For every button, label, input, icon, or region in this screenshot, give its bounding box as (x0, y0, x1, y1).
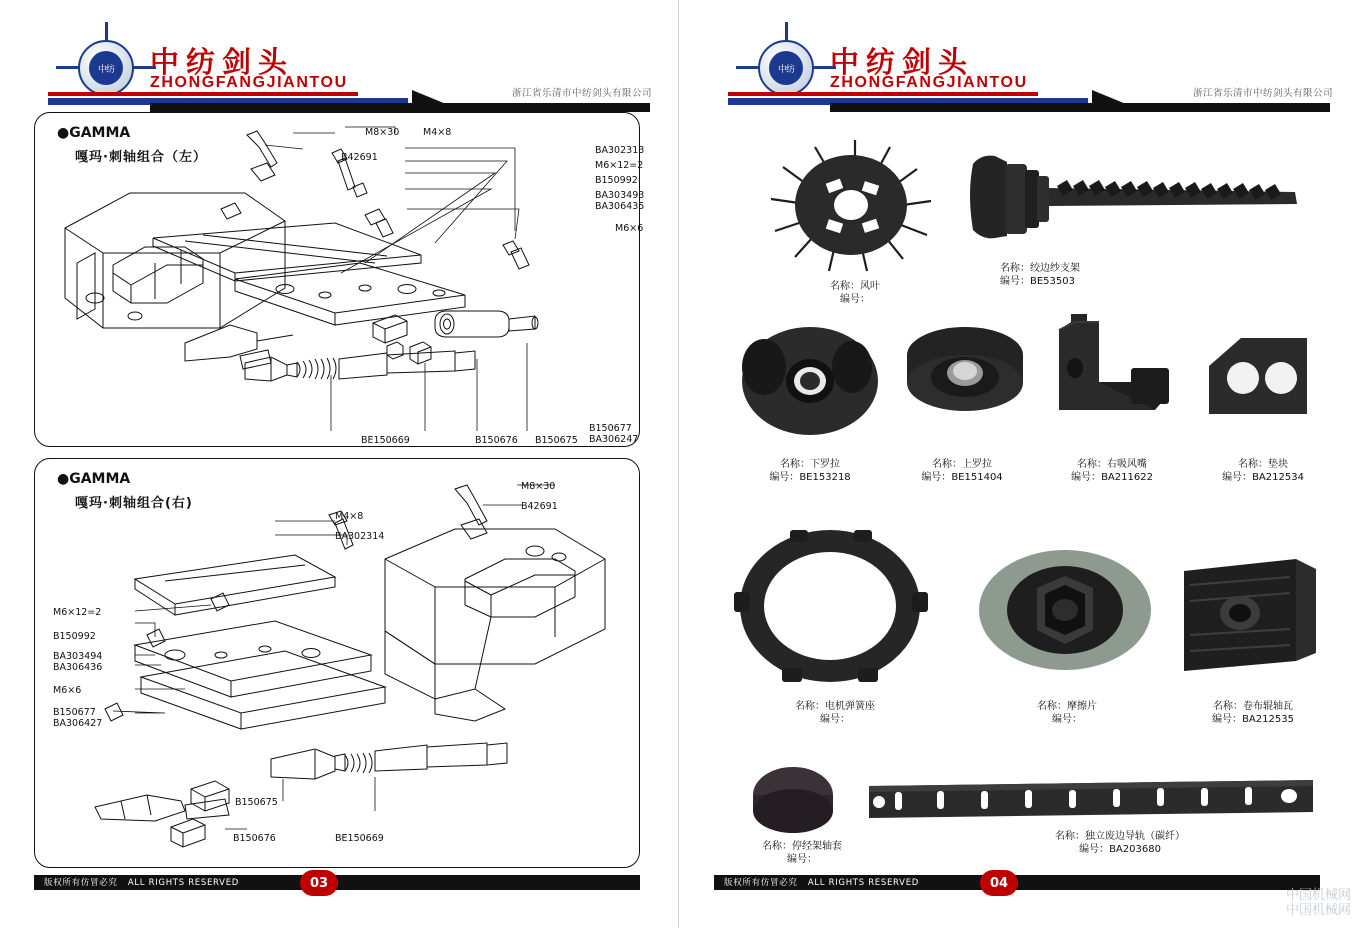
label-name-1: 名称： (1000, 263, 1030, 274)
brand-logo-icon (78, 40, 134, 96)
header-rule-red-right (728, 92, 1038, 96)
label-name-3: 名称： (932, 459, 962, 470)
callout-b150992-1: B150992 (595, 175, 638, 186)
part-code-1: BE53503 (1030, 276, 1075, 287)
label-code-3: 编号： (921, 472, 952, 483)
label-code-1: 编号： (1000, 276, 1030, 287)
part-image-friction-disc (975, 540, 1155, 680)
part-image-leno-yarn-bracket (965, 140, 1325, 270)
part-image-spacer-block (1195, 330, 1325, 450)
part-name-6: 电机弹簧座 (825, 701, 875, 712)
callout-b42691-1: B42691 (341, 152, 378, 163)
part-code-8: BA212535 (1242, 714, 1294, 725)
watermark-line-1: 中国机械网 (1285, 888, 1351, 903)
callout-b150992-2: B150992 (53, 631, 96, 642)
part-image-drop-wire-bushing (735, 755, 855, 845)
label-code-0: 编号： (840, 294, 870, 305)
brand-logo-text-right: 中纺 (769, 51, 803, 85)
label-code-6: 编号： (820, 714, 850, 725)
part-name-7: 摩擦片 (1067, 701, 1097, 712)
brand-name-en: ZHONGFANGJIANTOU (150, 74, 348, 91)
part-caption-leno-yarn-bracket (1000, 262, 1290, 288)
panel-gamma-right (34, 458, 640, 868)
brand-logo-icon-right (758, 40, 814, 96)
callout-m6x12-2: M6×12=2 (53, 607, 102, 618)
watermark-line-2: 中国机械网 (1285, 903, 1351, 918)
callout-be150669-2: BE150669 (335, 833, 384, 844)
callout-m8x30-1: M8×30 (365, 127, 400, 138)
page-right (680, 0, 1359, 928)
brand-name-cn-right: 中纺剑头 (830, 45, 975, 79)
callout-m6x12-1: M6×12=2 (595, 160, 644, 171)
part-name-1: 绞边纱支架 (1030, 263, 1080, 274)
part-image-cloth-roller-bearing (1170, 545, 1330, 685)
part-caption-cloth-roller-bearing (1158, 700, 1348, 726)
callout-b150677-2: B150677 (53, 707, 96, 718)
footer-text-right (724, 876, 919, 888)
part-code-5: BA212534 (1252, 472, 1304, 483)
label-name-7: 名称： (1037, 701, 1067, 712)
panel-gamma-left (34, 112, 645, 447)
callout-b42691-2: B42691 (521, 501, 558, 512)
page-number-left: 03 (300, 870, 338, 896)
part-name-9: 停经架轴套 (792, 841, 842, 852)
label-name-4: 名称： (1077, 459, 1107, 470)
callout-m6x6-1: M6×6 (615, 223, 644, 234)
callout-b150675-2: B150675 (235, 797, 278, 808)
part-image-upper-roller (885, 315, 1045, 445)
callout-b150675-1: B150675 (535, 435, 578, 446)
part-caption-fan-blade (715, 280, 995, 306)
callout-ba303493: BA303493 (595, 190, 645, 201)
callout-ba306427: BA306427 (53, 718, 103, 729)
callout-ba302314: BA302314 (335, 531, 385, 542)
page-header-left (0, 14, 678, 99)
brand-name-en-right: ZHONGFANGJIANTOU (830, 74, 1028, 91)
header-rule-black (150, 103, 650, 112)
brand-name-cn: 中纺剑头 (150, 45, 295, 79)
label-code-5: 编号： (1222, 472, 1253, 483)
part-image-motor-spring-seat (730, 520, 940, 695)
label-code-7: 编号： (1052, 714, 1082, 725)
callout-be150669-1: BE150669 (361, 435, 410, 446)
part-name-10: 独立废边导轨（碳纤） (1085, 831, 1185, 842)
part-name-5: 垫块 (1268, 459, 1288, 470)
callout-b150677-1: B150677 (589, 423, 632, 434)
header-arrow-icon-right (1092, 90, 1126, 104)
part-code-10: BA203680 (1109, 844, 1161, 855)
callout-ba306247: BA306247 (589, 434, 639, 445)
logo-crosshair-left-r (736, 66, 758, 69)
label-code-10: 编号： (1079, 844, 1110, 855)
part-code-3: BE151404 (951, 472, 1003, 483)
part-image-selvedge-guide-rail (865, 770, 1325, 830)
header-arrow-icon (412, 90, 446, 104)
part-name-2: 下罗拉 (810, 459, 840, 470)
label-name-10: 名称： (1055, 831, 1085, 842)
part-name-4: 右吸风嘴 (1107, 459, 1147, 470)
label-name-0: 名称： (830, 281, 860, 292)
label-name-2: 名称： (780, 459, 810, 470)
callout-b150676-1: B150676 (475, 435, 518, 446)
watermark (1286, 888, 1351, 918)
logo-crosshair-left (56, 66, 78, 69)
part-caption-friction-disc (962, 700, 1172, 726)
logo-crosshair-top-r (785, 22, 788, 40)
callout-m6x6-2: M6×6 (53, 685, 82, 696)
company-name-left: 浙江省乐清市中纺剑头有限公司 (511, 88, 652, 99)
company-name-right: 浙江省乐清市中纺剑头有限公司 (1192, 88, 1333, 99)
part-code-2: BE153218 (799, 472, 851, 483)
part-caption-motor-spring-seat (710, 700, 960, 726)
header-rule-red (48, 92, 358, 96)
part-code-4: BA211622 (1101, 472, 1153, 483)
brand-logo-text: 中纺 (89, 51, 123, 85)
footer-rights-en-left: ALL RIGHTS RESERVED (127, 878, 240, 888)
callout-ba306435: BA306435 (595, 201, 645, 212)
callout-b150676-2: B150676 (233, 833, 276, 844)
label-code-9: 编号： (787, 854, 817, 865)
part-name-8: 卷布辊轴瓦 (1243, 701, 1293, 712)
part-image-right-suction-nozzle (1035, 308, 1195, 438)
label-name-5: 名称： (1238, 459, 1268, 470)
logo-crosshair-top (105, 22, 108, 40)
page-left (0, 0, 679, 928)
panel-title-2: ●GAMMA (57, 471, 131, 487)
panel-subtitle-1: 嘎玛·刺轴组合（左） (75, 150, 207, 165)
callout-ba303494: BA303494 (53, 651, 103, 662)
page-header-right (680, 14, 1359, 99)
callout-m8x30-2: M8×30 (521, 481, 556, 492)
callout-ba302313: BA302313 (595, 145, 645, 156)
panel-title-1: ●GAMMA (57, 125, 131, 141)
footer-rights-cn-right: 版权所有仿冒必究 (724, 878, 798, 888)
header-rule-black-right (830, 103, 1330, 112)
footer-rights-en-right: ALL RIGHTS RESERVED (807, 878, 920, 888)
label-code-8: 编号： (1212, 714, 1243, 725)
label-name-9: 名称： (762, 841, 792, 852)
label-code-2: 编号： (769, 472, 800, 483)
part-caption-drop-wire-bushing (712, 840, 892, 866)
footer-rights-cn-left: 版权所有仿冒必究 (44, 878, 118, 888)
part-caption-selvedge-guide-rail (970, 830, 1270, 856)
label-name-6: 名称： (795, 701, 825, 712)
part-image-lower-roller (730, 315, 890, 445)
part-name-3: 上罗拉 (962, 459, 992, 470)
part-caption-spacer-block (1178, 458, 1348, 484)
label-name-8: 名称： (1213, 701, 1243, 712)
panel-subtitle-2: 嘎玛·刺轴组合(右) (75, 496, 193, 511)
exploded-diagram-left (35, 113, 639, 445)
part-name-0: 风叶 (860, 281, 880, 292)
label-code-4: 编号： (1071, 472, 1102, 483)
callout-m4x8-2: M4×8 (335, 511, 364, 522)
callout-m4x8-1: M4×8 (423, 127, 452, 138)
callout-ba306436: BA306436 (53, 662, 103, 673)
footer-text-left (44, 876, 239, 888)
page-number-right: 04 (980, 870, 1018, 896)
part-image-fan-blade (735, 125, 975, 285)
